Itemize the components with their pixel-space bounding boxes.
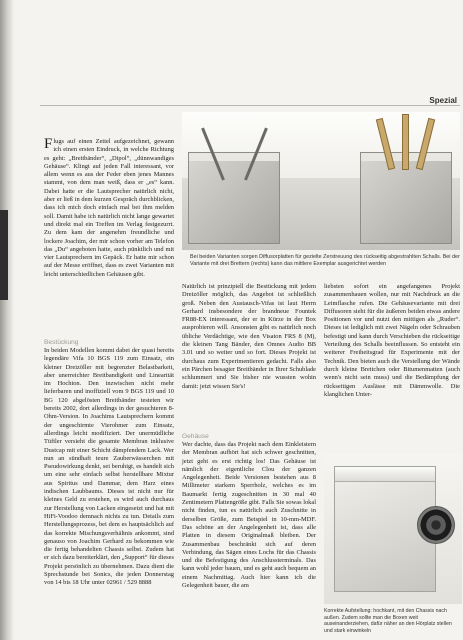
speaker-setup-photo <box>324 454 462 604</box>
speaker-two-plates <box>188 152 280 244</box>
section-label: Spezial <box>429 96 457 105</box>
page-fold-shadow <box>0 0 14 640</box>
subheading-bestueckung: Bestückung <box>44 339 79 346</box>
body-paragraph: Natürlich ist prinzipiell die Bestückung mit jedem Dreizöller möglich, das Angebot ist schließlich groß. Neben den Austausch-Vifas ist laut Herrn Gerhard insbesondere der brandneue Fountek FR88-EX interessant, der er in Kürze in der Box ausprobieren will. Ansonsten gibt es natürlich noch übliche Verdächtige, wie den Visaton FRS 8 (M), die kleinen Tang Bänder, den Omnes Audio BB 3.01 und so weiter und so fort. Dieses Projekt ist durchaus zum Experimentieren gedacht. Falls also ein Pärchen besagter Breitbänder in Ihrer Schublade schlummert und Sie bisher nie wussten wohin damit: jetzt wissen Sie's! <box>182 283 316 390</box>
intro-paragraph: Flugs auf einen Zettel aufgezeichnet, gewann ich einen ersten Eindruck, in welche Richtung es geht: „Breitbänder“, „Dipol“, „dünnwandiges Gehäuse“. Klingt auf jeden Fall interessant, vor allem wenn es aus der Feder eben jenes Mannes stammt, von dem man weiß, dass er „es“ kann. Dabei hatte er die Lautsprecher natürlich nicht, aber er ließ in dem kurzen Gespräch durchblicken, dass ich mich doch einfach mal bei ihm melden soll. Damit habe ich natürlich nicht lange gewartet und direkt mal ein Treffen im Verlag festgezurrt. Zu dem kam der angenehm freundliche und lockere Joachim, der mir schon vorher am Telefon das „Du“ angeboten hatte, auch pünktlich und mit vier Lautsprechern im Gepäck. Er hatte mir schon auf der Messe eröffnet, dass es zwei Varianten mit leicht unterschiedlichen Gehäusen gibt. <box>44 136 174 278</box>
body-paragraph: Wer dachte, dass das Projekt nach dem Einkleistern der Membran aufhört hat sich schwer geschnitten, jetzt geht es erst richtig los! Das Gehäuse ist nämlich der eigentliche Clou der ganzen Angelegenheit. Beide Versionen bestehen aus 8 Millimeter starkem Sperrholz, welches es im Baumarkt fertig zugeschnitten in 30 mal 40 Zentimetern Plattengröße gibt. Falls Sie sowas lokal nicht finden, tun es natürlich auch Zuschnitte in derselben Größe, zum Beispiel in 10-mm-MDF. Das schöne an der Angelegenheit ist, dass alle Platten in diesem Originalmaß bleiben. Der Zusammenbau beschränkt sich auf deren Verbindung, das Sägen eines Lochs für das Chassis und die Befestigung des Anschlussterminals. Das kann wohl jeder bauen, und es geht auch bequem an einem Nachmittag. Auch hier kann ich die Gelegenheit bauer, die am <box>182 441 316 590</box>
body-paragraph: In beiden Modellen kommt dabei der quasi bereits legendäre Vifa 10 BGS 119 zum Einsatz, ein kleiner Dreizöller mit begrenzter Belastbarkeit, aber unerreichter Breitbandigkeit und Linearität im Hochton. Den inzwischen nicht mehr lieferbaren und inoffiziell vom 9 BGS 119 und 10 BG 120 abgelösten Breitbänder testeten wir bereits 2002, dort allerdings in der gesuchteren 8-Ohm-Version. In Joachims Lautsprechern kommt der ungeschirmte Vierohmer zum Einsatz, allerdings leicht modifiziert. Der unermüdliche Tüftler versieht die gesamte Membran inklusive Dustcap mit einer Schicht dämpfendem Lack. Wer nun an sündhaft teure Zauberwässerchen mit Pseudowirkung denkt, sei beruhigt, es handelt sich um eine sehr einfach selbst herstellbare Mixtur aus Spiritus und Dammar, dem Harz eines indischen Laubbaums. Dieses ist nicht nur für kleines Geld zu erstehen, es wird auch durchaus zur Herstellung von Lacken eingesetzt und hat mit HiFi-Voodoo demnach nichts zu tun. Details zum Herstellungsprozess, bei dem es hauptsächlich auf das korrekte Mischungsverhältnis ankommt, sind genauso von Joachim Gerhard zu bekommen wie die fertig behandelten Chassis selbst. Zudem hat er sich dazu bereiterklärt, den „Support“ für dieses Projekt persönlich zu übernehmen. Dazu dient die Sprechstunde bei Sonics, die jeden Donnerstag von 14 bis 18 Uhr unter 02961 / 529 8888 <box>44 347 174 587</box>
photo-caption-bottom: Korrekte Aufstellung: hochkant, mit den Chassis nach außen. Zudem sollte man die Boxen weit auseinanderziehen, dafür näher an den Hörplatz stellen und stark einwinkeln <box>324 608 452 634</box>
photo-caption-top: Bei beiden Varianten sorgen Diffusorplatten für gezielte Zerstreuung des rückseitig abgestrahlten Schalls. Bei der Variante mit drei Brettern (rechts) kann das mittlere Exemplar ausgerichtet werden <box>190 254 460 267</box>
drop-cap: F <box>44 136 53 152</box>
body-paragraph: liebsten sofort ein angefangenes Projekt zusammenhauen wollen, nur mit Nachdruck an die Leimflasche rufen. Die Gehäusevariante mit drei Diffusoren sieht für die äußeren beiden etwas andere Positionen vor und nutzt den mittigen als „Ruder“. Dieses ist lediglich mit zwei Nägeln oder Schrauben befestigt und kann durch Verschieben die rückseitige Verteilung des Schalls beeinflussen. So entsteht ein weiterer Freiheitsgrad für Experimente mit der Technik. Den bieten auch die Verstellung der Wände durch kleine Brettchen oder Bitumenmatten (auch wenn's nicht sein muss) und die Bedämpfung der rückseitigen Auslässe mit Dämmwolle. Die klanglichen Unter- <box>324 283 460 398</box>
subheading-gehaeuse: Gehäuse <box>182 433 209 440</box>
binding-mark <box>0 210 8 300</box>
driver-chassis <box>417 506 455 544</box>
header-rule <box>40 105 460 106</box>
speaker-variants-photo <box>182 112 460 250</box>
